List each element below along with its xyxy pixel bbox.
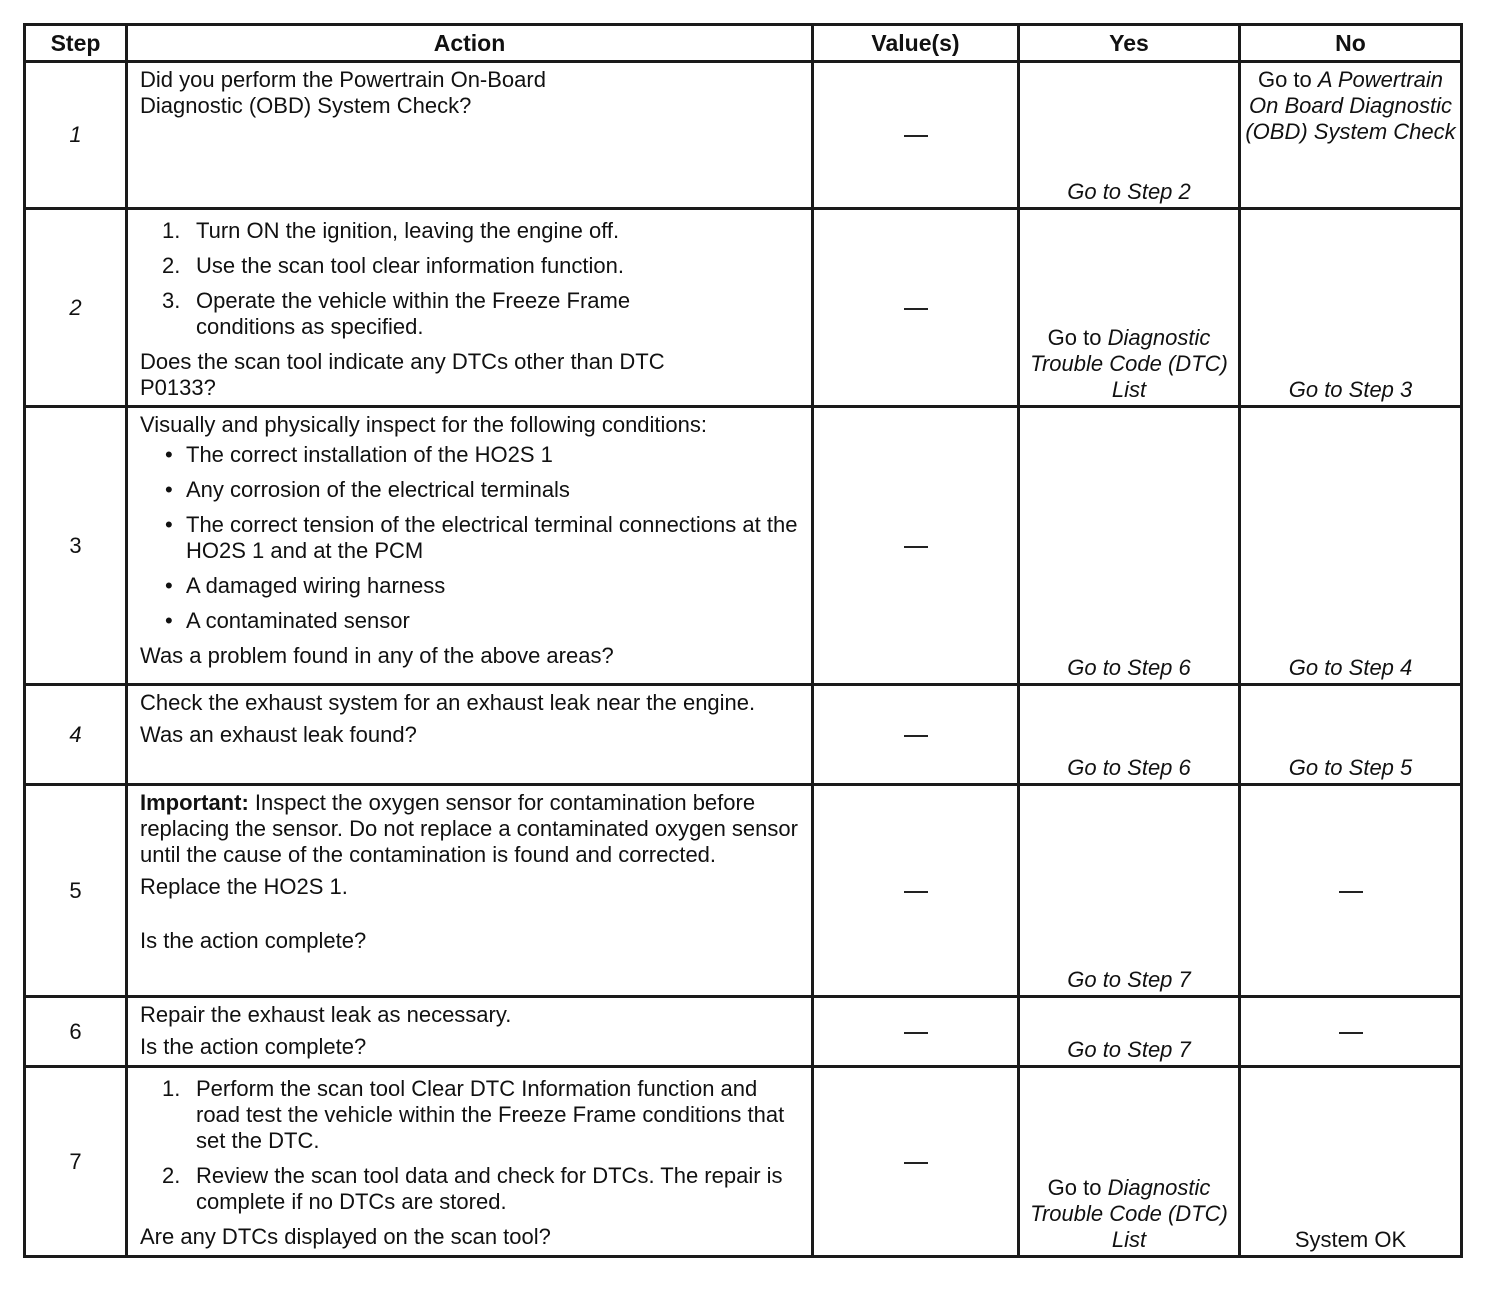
header-action: Action (127, 25, 813, 62)
no-cell (1240, 997, 1462, 1067)
yes-cell: Go to Step 6 (1019, 685, 1240, 785)
action-question: Does the scan tool indicate any DTCs other than DTC P0133? (140, 349, 665, 400)
dash-mark (904, 308, 928, 310)
list-item: 2. Use the scan tool clear information function. (162, 253, 625, 278)
no-link: A Powertrain On Board Diagnostic (OBD) System Check (1245, 67, 1456, 144)
action-question: Was a problem found in any of the above areas? (140, 643, 614, 668)
list-item: 3. Operate the vehicle within the Freeze Frame conditions as specified. (162, 288, 631, 339)
no-cell: Go to Step 5 (1240, 685, 1462, 785)
value-cell (813, 685, 1019, 785)
header-values: Value(s) (813, 25, 1019, 62)
action-cell (127, 685, 813, 785)
list-item: • Any corrosion of the electrical terminals (165, 477, 570, 502)
dash-mark (904, 1162, 928, 1164)
action-intro: Visually and physically inspect for the following conditions: (140, 412, 708, 437)
action-steps-list (140, 218, 801, 340)
no-cell (1240, 785, 1462, 997)
header-no: No (1240, 25, 1462, 62)
action-cell (127, 1067, 813, 1257)
action-cell (127, 209, 813, 407)
condition-list (140, 442, 801, 634)
list-item: 1. Turn ON the ignition, leaving the engine off. (162, 218, 620, 243)
yes-prefix: Go to (1047, 325, 1102, 350)
value-cell (813, 407, 1019, 685)
yes-cell: Go to Step 7 (1019, 785, 1240, 997)
table-row (25, 1067, 1462, 1257)
value-cell (813, 785, 1019, 997)
yes-cell: Go to Step 7 (1019, 997, 1240, 1067)
no-prefix: Go to (1257, 67, 1312, 92)
yes-link: Diagnostic Trouble Code (DTC) List (1030, 1175, 1228, 1252)
action-cell (127, 785, 813, 997)
action-cell (127, 62, 813, 209)
action-text: Check the exhaust system for an exhaust leak near the engine. (140, 690, 756, 715)
step-number: 3 (25, 407, 127, 685)
table-row (25, 997, 1462, 1067)
no-cell: Go to Step 4 (1240, 407, 1462, 685)
step-number: 1 (25, 62, 127, 209)
important-label: Important: (140, 790, 249, 815)
step-number: 2 (25, 209, 127, 407)
list-item: • A contaminated sensor (165, 608, 410, 633)
list-item: • The correct tension of the electrical terminal connections at the HO2S 1 and at the PCM (165, 512, 798, 563)
step-number: 6 (25, 997, 127, 1067)
value-cell (813, 209, 1019, 407)
diagnostic-table (23, 23, 1463, 1258)
yes-cell: Go to Step 6 (1019, 407, 1240, 685)
table-row (25, 785, 1462, 997)
action-steps-list (140, 1076, 801, 1215)
dash-mark (904, 891, 928, 893)
dash-mark (904, 735, 928, 737)
action-question: Is the action complete? (140, 928, 367, 953)
step-number: 5 (25, 785, 127, 997)
table-row (25, 209, 1462, 407)
value-cell (813, 997, 1019, 1067)
action-text: Repair the exhaust leak as necessary. (140, 1002, 512, 1027)
list-item: • The correct installation of the HO2S 1 (165, 442, 553, 467)
important-text: Inspect the oxygen sensor for contamination before replacing the sensor. Do not replace a contaminated oxygen sensor until the cause of the contamination is found and corrected. (140, 790, 798, 867)
action-question: Is the action complete? (140, 1034, 367, 1059)
list-item: 2. Review the scan tool data and check for DTCs. The repair is complete if no DTCs are stored. (162, 1163, 783, 1214)
action-text: Replace the HO2S 1. (140, 874, 348, 899)
header-row (25, 25, 1462, 62)
yes-prefix: Go to (1047, 1175, 1102, 1200)
yes-cell (1019, 209, 1240, 407)
action-question: Are any DTCs displayed on the scan tool? (140, 1224, 551, 1249)
important-note (140, 790, 801, 868)
action-cell (127, 997, 813, 1067)
action-question: Did you perform the Powertrain On-Board Diagnostic (OBD) System Check? (140, 67, 546, 118)
dash-mark (904, 135, 928, 137)
step-number: 4 (25, 685, 127, 785)
list-item: • A damaged wiring harness (165, 573, 446, 598)
table-row (25, 407, 1462, 685)
table-row (25, 62, 1462, 209)
action-question: Was an exhaust leak found? (140, 722, 417, 747)
table-row (25, 685, 1462, 785)
yes-cell: Go to Step 2 (1019, 62, 1240, 209)
dash-mark (1339, 1032, 1363, 1034)
dash-mark (904, 546, 928, 548)
no-cell (1240, 62, 1462, 209)
header-step: Step (25, 25, 127, 62)
list-item: 1. Perform the scan tool Clear DTC Information function and road test the vehicle within the Freeze Frame conditions that set the DTC. (162, 1076, 785, 1153)
action-cell (127, 407, 813, 685)
yes-link: Diagnostic Trouble Code (DTC) List (1030, 325, 1228, 402)
yes-cell (1019, 1067, 1240, 1257)
value-cell (813, 1067, 1019, 1257)
value-cell (813, 62, 1019, 209)
dash-mark (1339, 891, 1363, 893)
step-number: 7 (25, 1067, 127, 1257)
no-cell: System OK (1240, 1067, 1462, 1257)
no-cell: Go to Step 3 (1240, 209, 1462, 407)
header-yes: Yes (1019, 25, 1240, 62)
dash-mark (904, 1032, 928, 1034)
